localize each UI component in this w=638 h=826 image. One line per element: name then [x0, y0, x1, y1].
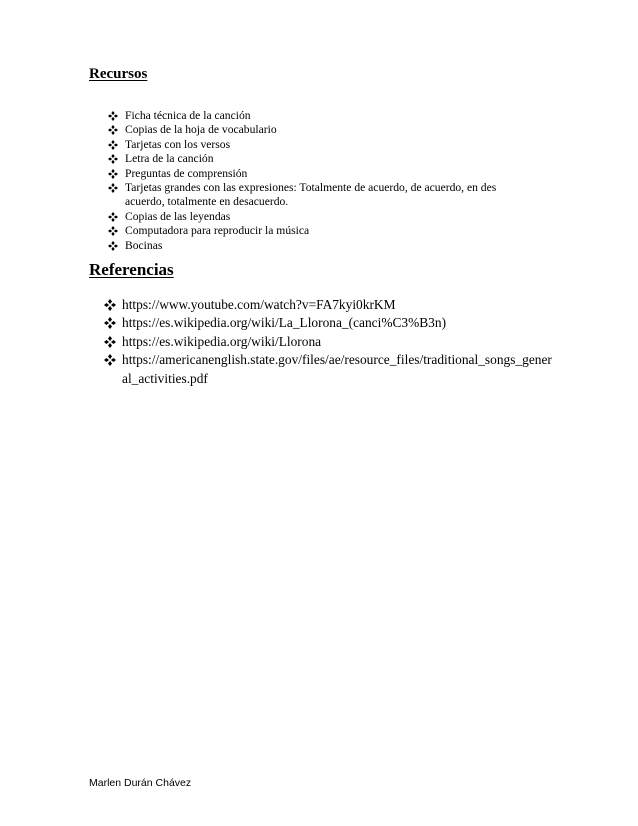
diamond-bullet-icon	[108, 111, 120, 121]
reference-url: https://es.wikipedia.org/wiki/Llorona	[122, 333, 322, 349]
diamond-bullet-icon	[108, 212, 120, 222]
diamond-bullet-icon	[108, 169, 120, 179]
diamond-bullet-icon	[108, 140, 120, 150]
list-item-text: Copias de las leyendas	[125, 209, 231, 223]
diamond-bullet-icon	[104, 354, 116, 366]
list-item-text: Computadora para reproducir la música	[125, 224, 310, 238]
recursos-heading: Recursos	[89, 66, 148, 82]
list-item	[108, 224, 520, 238]
diamond-bullet-icon	[104, 317, 116, 329]
list-item-text: Ficha técnica de la canción	[125, 109, 251, 122]
referencias-heading: Referencias	[89, 260, 174, 279]
list-item	[104, 351, 554, 388]
list-item-text: Letra de la canción	[125, 152, 214, 166]
list-item-text: Tarjetas con los versos	[125, 137, 231, 151]
referencias-list	[104, 296, 554, 388]
list-item	[108, 123, 520, 137]
list-item	[108, 210, 520, 224]
list-item	[104, 333, 554, 351]
list-item-text: Preguntas de comprensión	[125, 166, 248, 180]
list-item	[104, 314, 554, 332]
reference-url: https://www.youtube.com/watch?v=FA7kyi0krKM	[122, 297, 396, 312]
footer-author: Marlen Durán Chávez	[89, 777, 192, 789]
list-item	[108, 167, 520, 181]
list-item	[108, 152, 520, 166]
list-item	[108, 239, 520, 253]
list-item	[104, 296, 554, 314]
list-item-text: Copias de la hoja de vocabulario	[125, 123, 277, 137]
diamond-bullet-icon	[108, 241, 120, 251]
recursos-list	[108, 109, 520, 253]
diamond-bullet-icon	[104, 336, 116, 348]
list-item	[108, 181, 520, 210]
list-item	[108, 138, 520, 152]
diamond-bullet-icon	[108, 226, 120, 236]
diamond-bullet-icon	[108, 154, 120, 164]
diamond-bullet-icon	[108, 183, 120, 193]
list-item-text: Tarjetas grandes con las expresiones: Totalmente de acuerdo, de acuerdo, en des acuerdo, totalmente en desacuerdo.	[125, 181, 497, 209]
reference-url: https://americanenglish.state.gov/files/ae/resource_files/traditional_songs_general_activities.pdf	[122, 352, 552, 386]
diamond-bullet-icon	[104, 299, 116, 311]
list-item-text: Bocinas	[125, 238, 163, 252]
list-item	[108, 109, 520, 123]
diamond-bullet-icon	[108, 125, 120, 135]
reference-url: https://es.wikipedia.org/wiki/La_Llorona_(canci%C3%B3n)	[122, 315, 447, 331]
